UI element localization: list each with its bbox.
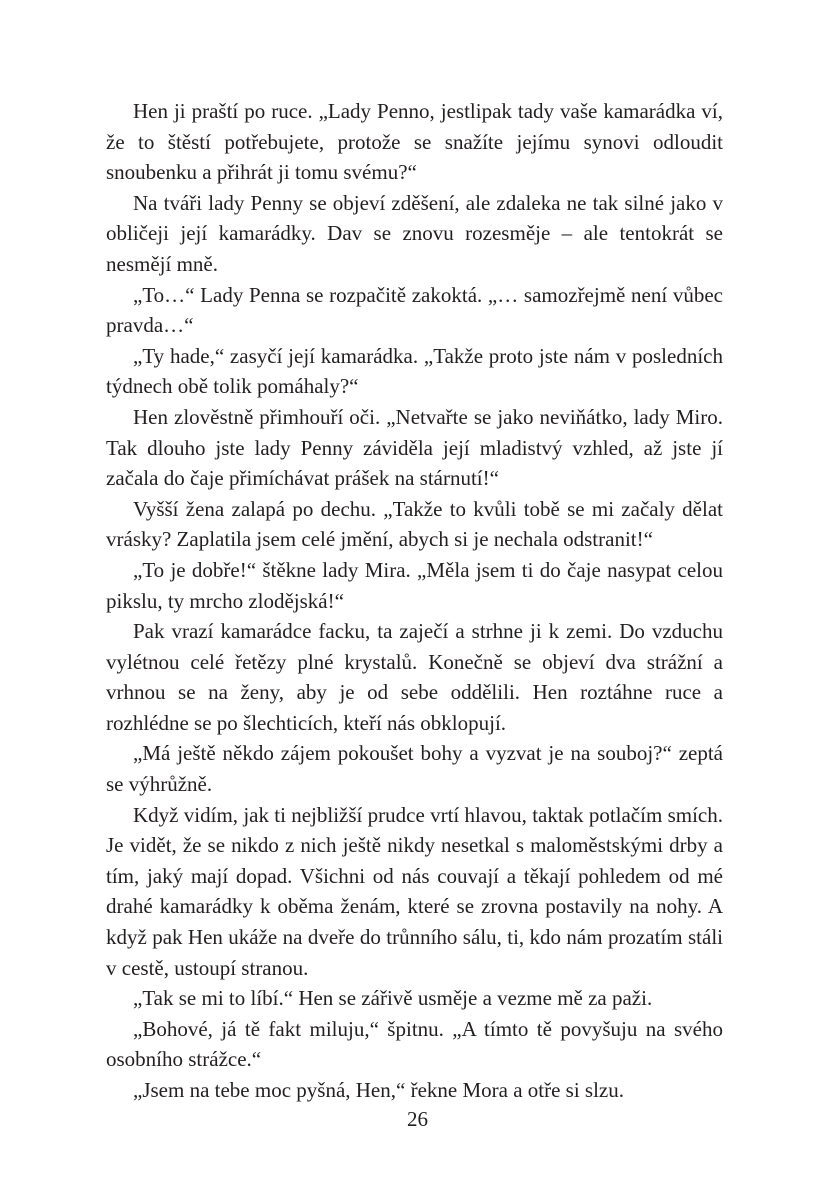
paragraph: Hen zlověstně přimhouří oči. „Netvařte se jako neviňátko, lady Miro. Tak dlouho jste lady Penny záviděla její mladistvý vzhled, až jste jí začala do čaje přimíchávat prášek na stárnutí!“ [106,404,723,491]
paragraph: „Bohové, já tě fakt miluju,“ špitnu. „A tímto tě povyšuju na svého osobního strážce.“ [106,1016,723,1072]
paragraph: „Tak se mi to líbí.“ Hen se zářivě usměje a vezme mě za paži. [133,986,653,1011]
paragraph: „To je dobře!“ štěkne lady Mira. „Měla jsem ti do čaje nasypat celou pikslu, ty mrcho zlodějská!“ [106,557,723,613]
body-text [106,96,723,1106]
paragraph: „Má ještě někdo zájem pokoušet bohy a vyzvat je na souboj?“ zeptá se výhrůžně. [106,741,723,797]
paragraph: Na tváři lady Penny se objeví zděšení, ale zdaleka ne tak silné jako v obličeji její kamarádky. Dav se znovu rozesměje – ale tentokrát se nesmějí mně. [106,190,723,276]
paragraph: Vyšší žena zalapá po dechu. „Takže to kvůli tobě se mi začaly dělat vrásky? Zaplatila jsem celé jmění, abych si je nechala odstranit!“ [106,496,723,552]
paragraph: Hen ji praští po ruce. „Lady Penno, jestlipak tady vaše kamarádka ví, že to štěstí potřebujete, protože se snažíte jejímu synovi odloudit snoubenku a přihrát ji tomu svému?“ [106,99,723,185]
paragraph: Pak vrazí kamarádce facku, ta zaječí a strhne ji k zemi. Do vzduchu vylétnou celé řetězy plné krystalů. Konečně se objeví dva strážní a vrhnou se na ženy, aby je od sebe oddělili. Hen roztáhne ruce a rozhlédne se po šlechticích, kteří nás obklopují. [106,619,723,735]
paragraph: Když vidím, jak ti nejbližší prudce vrtí hlavou, taktak potlačím smích. Je vidět, že se nikdo z nich ještě nikdy nesetkal s maloměstskými drby a tím, jaký mají dopad. Všichni od nás couvají a těkají pohledem od mé drahé kamarádky k oběma ženám, které se zrovna postavily na nohy. A když pak Hen ukáže na dveře do trůnního sálu, ti, kdo nám prozatím stáli v cestě, ustoupí stranou. [106,802,723,980]
paragraph: „Jsem na tebe moc pyšná, Hen,“ řekne Mora a otře si slzu. [133,1078,624,1102]
paragraph: „Ty hade,“ zasyčí její kamarádka. „Takže proto jste nám v posledních týdnech obě tolik pomáhaly?“ [106,343,723,399]
page-number: 26 [407,1107,428,1131]
paragraph: „To…“ Lady Penna se rozpačitě zakoktá. „… samozřejmě není vůbec pravda…“ [106,282,723,338]
